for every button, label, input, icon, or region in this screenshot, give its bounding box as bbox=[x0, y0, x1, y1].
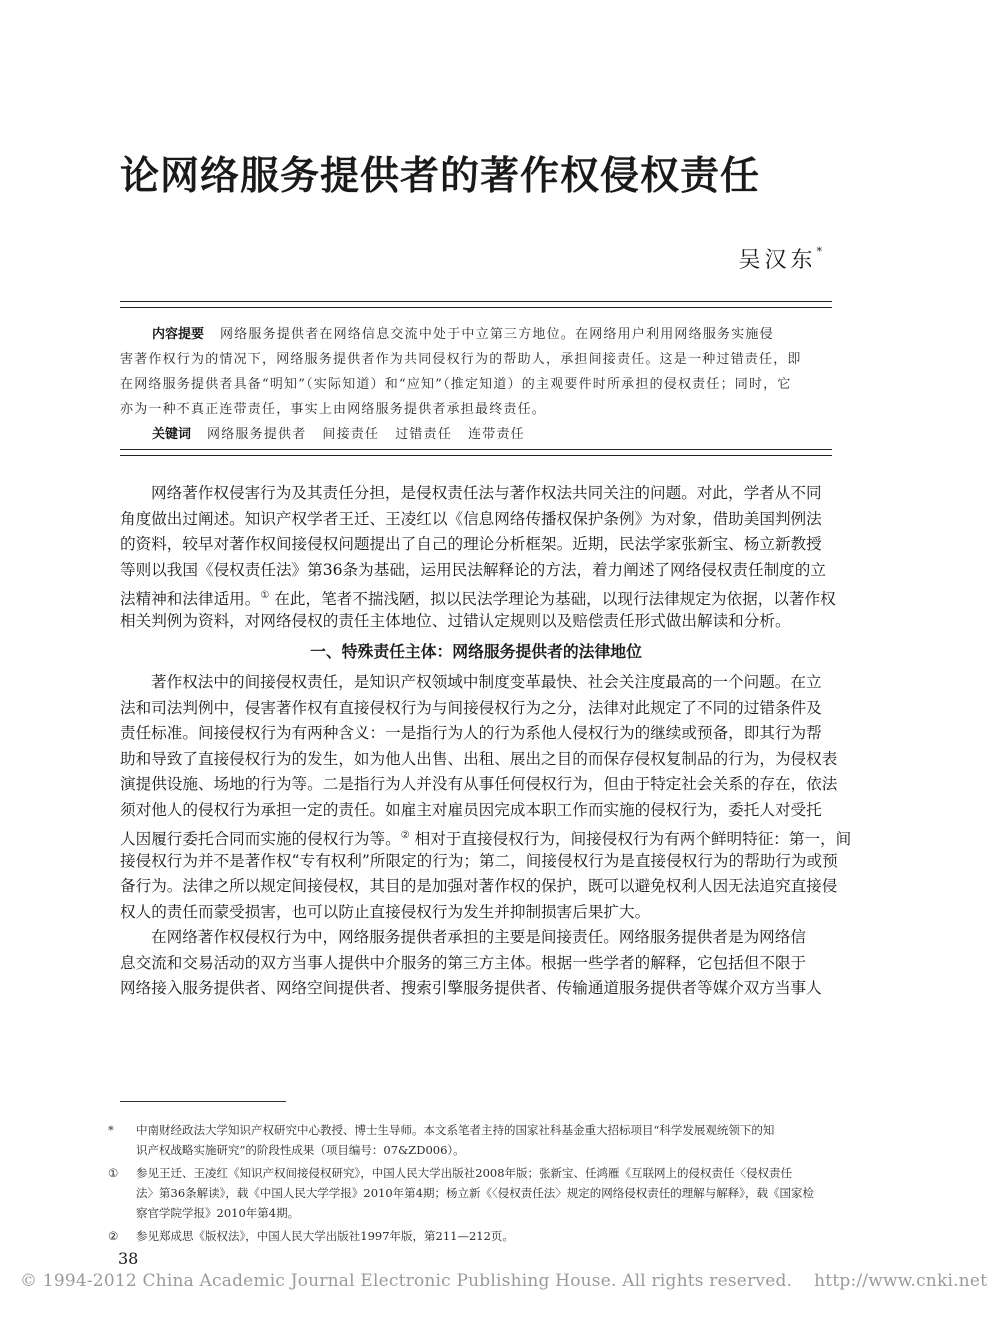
keyword: 网络服务提供者 bbox=[207, 427, 307, 442]
article-body bbox=[120, 481, 852, 1002]
footnote-line: 中南财经政法大学知识产权研究中心教授、博士生导师。本文系笔者主持的国家社科基金重大招标项目“科学发展观统领下的知 bbox=[136, 1123, 775, 1137]
footnote-line: 察官学院学报》2010年第4期。 bbox=[136, 1206, 300, 1220]
abstract-line: 在网络服务提供者具备“明知”（实际知道）和“应知”（推定知道）的主观要件时所承担的侵权责任；同时，它 bbox=[120, 377, 792, 392]
body-text: 在此，笔者不揣浅陋，拟以民法学理论为基础，以现行法律规定为依据，以著作权 bbox=[269, 590, 836, 608]
footnote-mark: * bbox=[108, 1123, 114, 1137]
author-footnote-mark: * bbox=[816, 245, 822, 258]
abstract-rule-top bbox=[120, 301, 832, 308]
keyword: 过错责任 bbox=[395, 427, 453, 442]
footnote-line: 参见郑成思《版权法》，中国人民大学出版社1997年版，第211—212页。 bbox=[136, 1229, 514, 1243]
copyright-text: © 1994-2012 China Academic Journal Electronic Publishing House. All rights reserved. bbox=[20, 1271, 793, 1291]
footnote-ref-2[interactable]: ② bbox=[400, 830, 410, 841]
footnote-divider bbox=[120, 1101, 286, 1102]
abstract-line: 害著作权行为的情况下，网络服务提供者作为共同侵权行为的帮助人，承担间接责任。这是一种过错责任，即 bbox=[120, 352, 802, 367]
body-line: 演提供设施、场地的行为等。二是指行为人并没有从事任何侵权行为，但由于特定社会关系的存在，依法 bbox=[120, 775, 838, 793]
body-line: 权人的责任而蒙受损害，也可以防止直接侵权行为发生并抑制损害后果扩大。 bbox=[120, 902, 651, 921]
abstract-text: 网络服务提供者在网络信息交流中处于中立第三方地位。在网络用户利用网络服务实施侵 bbox=[220, 327, 774, 342]
footnote-mark: ① bbox=[108, 1166, 119, 1180]
article-title: 论网络服务提供者的著作权侵权责任 bbox=[120, 154, 761, 199]
keywords-line bbox=[120, 422, 832, 450]
body-line: 息交流和交易活动的双方当事人提供中介服务的第三方主体。根据一些学者的解释，它包括但不限于 bbox=[120, 953, 807, 972]
body-line: 接侵权行为并不是著作权“专有权利”所限定的行为；第二，间接侵权行为是直接侵权行为的帮助行为或预 bbox=[120, 851, 838, 870]
body-text: 法精神和法律适用。 bbox=[120, 590, 261, 608]
section-heading: 一、特殊责任主体：网络服务提供者的法律地位 bbox=[310, 642, 642, 661]
footnote-line: 法〉第36条解读》，载《中国人民大学学报》2010年第4期；杨立新《〈侵权责任法〉规定的网络侵权责任的理解与解释》，载《国家检 bbox=[136, 1186, 814, 1200]
abstract-block bbox=[120, 322, 832, 450]
abstract-label: 内容提要 bbox=[152, 327, 205, 342]
body-line: 助和导致了直接侵权行为的发生，如为他人出售、出租、展出之目的而保存侵权复制品的行为，为侵权表 bbox=[120, 749, 838, 768]
author-name-text: 吴汉东 bbox=[738, 248, 817, 273]
body-line: 著作权法中的间接侵权责任，是知识产权领域中制度变革最快、社会关注度最高的一个问题。在立 bbox=[151, 673, 822, 691]
abstract-line: 亦为一种不真正连带责任，事实上由网络服务提供者承担最终责任。 bbox=[120, 402, 547, 417]
footnote-2 bbox=[108, 1226, 840, 1246]
body-text: 相对于直接侵权行为，间接侵权行为有两个鲜明特征：第一，间 bbox=[409, 830, 852, 848]
footnote-line: 识产权战略实施研究”的阶段性成果（项目编号：07&ZD006）。 bbox=[136, 1143, 465, 1157]
body-line: 须对他人的侵权行为承担一定的责任。如雇主对雇员因完成本职工作而实施的侵权行为，委托人对受托 bbox=[120, 800, 822, 819]
body-text: 人因履行委托合同而实施的侵权行为等。 bbox=[120, 830, 401, 848]
copyright-url[interactable]: http://www.cnki.net bbox=[814, 1271, 987, 1291]
page-number: 38 bbox=[118, 1249, 139, 1268]
abstract-rule-bottom bbox=[120, 449, 832, 456]
author-name bbox=[738, 237, 822, 276]
keyword: 连带责任 bbox=[468, 427, 525, 442]
body-line: 网络著作权侵害行为及其责任分担，是侵权责任法与著作权法共同关注的问题。对此，学者从不同 bbox=[151, 484, 822, 502]
footnote-ref-1[interactable]: ① bbox=[260, 590, 270, 601]
footnote-mark: ② bbox=[108, 1229, 119, 1243]
keyword: 间接责任 bbox=[322, 427, 380, 442]
footnote-1 bbox=[108, 1163, 840, 1223]
body-line bbox=[120, 823, 852, 849]
body-line: 网络接入服务提供者、网络空间提供者、搜索引擎服务提供者、传输通道服务提供者等媒介双方当事人 bbox=[120, 979, 822, 997]
body-line: 相关判例为资料，对网络侵权的责任主体地位、过错认定规则以及赔偿责任形式做出解读和分析。 bbox=[120, 611, 791, 630]
body-line: 备行为。法律之所以规定间接侵权，其目的是加强对著作权的保护，既可以避免权利人因无法追究直接侵 bbox=[120, 877, 838, 895]
body-line: 的资料，较早对著作权间接侵权问题提出了自己的理论分析框架。近期，民法学家张新宝、杨立新教授 bbox=[120, 535, 822, 553]
footnotes bbox=[108, 1120, 840, 1246]
body-line: 责任标准。间接侵权行为有两种含义：一是指行为人的行为系他人侵权行为的继续或预备，即其行为帮 bbox=[120, 724, 822, 742]
copyright-footer bbox=[20, 1268, 987, 1294]
body-line: 角度做出过阐述。知识产权学者王迁、王凌红以《信息网络传播权保护条例》为对象，借助美国判例法 bbox=[120, 509, 822, 528]
abstract-line bbox=[120, 322, 832, 347]
keywords-label: 关键词 bbox=[152, 427, 192, 442]
body-line: 等则以我国《侵权责任法》第36条为基础，运用民法解释论的方法，着力阐述了网络侵权责任制度的立 bbox=[120, 560, 826, 579]
footnote-line: 参见王迁、王凌红《知识产权间接侵权研究》，中国人民大学出版社2008年版；张新宝、任鸿雁《互联网上的侵权责任〈侵权责任 bbox=[136, 1166, 793, 1180]
body-line bbox=[120, 583, 836, 609]
body-line: 在网络著作权侵权行为中，网络服务提供者承担的主要是间接责任。网络服务提供者是为网络信 bbox=[151, 928, 806, 946]
footnote-author bbox=[108, 1120, 840, 1160]
body-line: 法和司法判例中，侵害著作权有直接侵权行为与间接侵权行为之分，法律对此规定了不同的过错条件及 bbox=[120, 698, 822, 717]
